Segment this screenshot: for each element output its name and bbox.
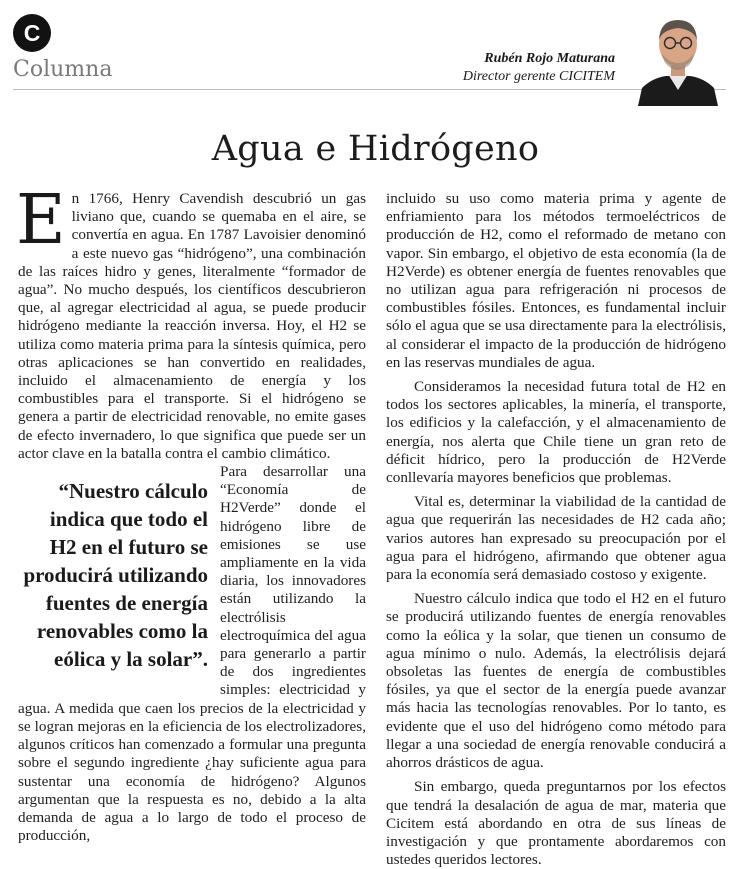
author-portrait-icon xyxy=(638,10,718,106)
paragraph: Nuestro cálculo indica que todo el H2 en el futuro se producirá utilizando fuentes de energía renovables como la eólica y la solar, que tienen un consumo de agua mínimo o nulo. Además, la electrólisis dejará obsoletas las fuentes de energía de combustibles fósiles, ya que el sector de la energía puede avanzar más hacia las tecnologías renovables. Por lo tanto, es evidente que el uso del hidrógeno como método para llegar a una sociedad de energía renovable conducirá a ahorros drásticos de agua. xyxy=(386,590,726,772)
paragraph: Para desarrollar una “Economía de H2Verde” donde el hidrógeno libre de emisiones se use ampliamente en la vida diaria, los innovadores están utilizando la electrólisis electroquímica del agua para generarlo a partir de dos ingredientes simples: electricidad y agua. A medida que caen los precios de la electricidad y se logran mejoras en la eficiencia de los electrolizadores, algunos críticos han comenzado a formular una pregunta sobre el segundo ingrediente ¿hay suficiente agua para sustentar una economía de hidrógeno? Algunos argumentan que la respuesta es no, debido a la alta demanda de agua a lo largo de todo el proceso de producción, xyxy=(18,463,366,845)
section-badge: C xyxy=(13,14,51,52)
paragraph: incluido su uso como materia prima y agente de enfriamiento para los métodos termoeléctricos de producción de H2, como el reformado de metano con vapor. Sin embargo, el objetivo de esta economía (la de H2Verde) es obtener energía de fuentes renovables que no utilizan agua para refrigeración ni procesos de combustibles fósiles. Entonces, es fundamental incluir sólo el agua que se usa directamente para la electrólisis, al considerar el impacto de la producción de hidrógeno en las reservas mundiales de agua. xyxy=(386,190,726,371)
author-byline xyxy=(463,50,615,86)
dropcap: E xyxy=(16,181,66,260)
paragraph xyxy=(16,181,366,463)
author-photo xyxy=(638,10,718,106)
paragraph: Vital es, determinar la viabilidad de la cantidad de agua que requerirán las necesidades de H2 cada año; varios autores han expresado su preocupación por el agua para el hidrógeno, afirmando que obtener agua para la economía será demasiado costoso y exigente. xyxy=(386,493,726,584)
section-label: Columna xyxy=(13,57,113,82)
article-title: Agua e Hidrógeno xyxy=(211,129,540,169)
article-column-right xyxy=(386,190,726,869)
pull-quote: “Nuestro cálculo indica que todo el H2 en el futuro se producirá utilizando fuentes de energía renovables como la eólica y la solar”. xyxy=(23,479,208,672)
paragraph: Sin embargo, queda preguntarnos por los efectos que tendrá la desalación de agua de mar, materia que Cicitem está abordando en otra de sus líneas de investigación y que prontamente abordaremos con ustedes queridos lectores. xyxy=(386,778,726,869)
author-role: Director gerente CICITEM xyxy=(462,69,615,84)
paragraph: Consideramos la necesidad futura total de H2 en todos los sectores aplicables, la minería, el transporte, los edificios y la calefacción, y el almacenamiento de energía, nos alerta que Chile tiene un gran reto de déficit hídrico, pero la producción de H2Verde conllevaría mayores beneficios que problemas. xyxy=(386,378,726,487)
article-column-left xyxy=(16,181,366,845)
paragraph-text: n 1766, Henry Cavendish descubrió un gas liviano que, cuando se quemaba en el aire, se convertía en agua. En 1787 Lavoisier denominó a este nuevo gas “hidrógeno”, una combinación de las raíces hidro y genes, literalmente “formador de agua”. No mucho después, los científicos descubrieron que, al agregar electricidad al agua, se puede producir hidrógeno mediante la reacción inversa. Hoy, el H2 se utiliza como materia prima para la síntesis química, pero otras aplicaciones se han convertido en realidades, incluido el almacenamiento de energía y los combustibles para el transporte. Si el hidrógeno se genera a partir de electricidad renovable, no emite gases de efecto invernadero, lo que significa que puede ser un actor clave en la batalla contra el cambio climático. xyxy=(18,190,366,462)
header-divider xyxy=(13,89,726,90)
author-name: Rubén Rojo Maturana xyxy=(484,51,615,66)
